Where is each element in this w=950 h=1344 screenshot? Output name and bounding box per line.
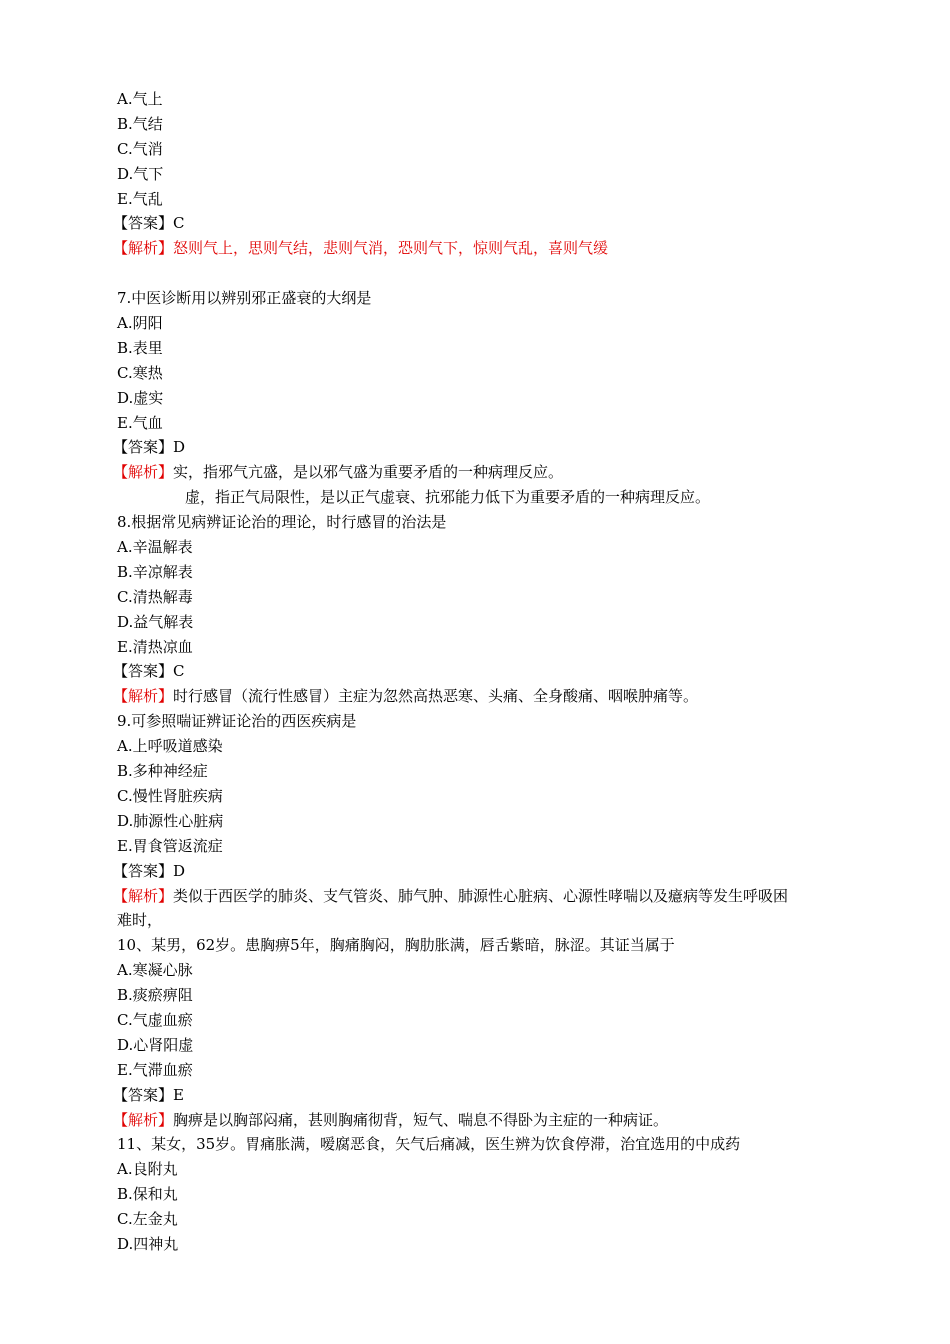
analysis-text: 胸痹是以胸部闷痛，甚则胸痛彻背，短气、喘息不得卧为主症的一种病证。 — [173, 1110, 669, 1129]
option-d: D.益气解表 — [117, 612, 194, 631]
analysis-label: 【解析】 — [113, 687, 174, 706]
answer-line — [113, 1083, 887, 1108]
answer-value: D — [173, 438, 186, 457]
option-c: C.气虚血瘀 — [117, 1010, 193, 1029]
analysis-line — [113, 236, 887, 261]
option-e: E.清热凉血 — [117, 637, 193, 656]
analysis-label: 【解析】 — [113, 463, 174, 482]
answer-label: 【答案】 — [113, 438, 174, 457]
answer-value: D — [173, 861, 186, 880]
option-d: D.气下 — [117, 164, 164, 183]
analysis-label: 【解析】 — [113, 239, 174, 258]
analysis-label: 【解析】 — [113, 1110, 174, 1129]
question-stem: 11、某女，35岁。胃痛胀满，嗳腐恶食，矢气后痛减，医生辨为饮食停滞，治宜选用的中成药 — [117, 1135, 741, 1154]
blank-line — [117, 261, 887, 286]
question-stem: 8.根据常见病辨证论治的理论，时行感冒的治法是 — [117, 513, 447, 532]
analysis-line — [113, 884, 887, 909]
answer-line — [113, 859, 887, 884]
option-a: A.良附丸 — [117, 1160, 178, 1179]
analysis-text: 时行感冒（流行性感冒）主症为忽然高热恶寒、头痛、全身酸痛、咽喉肿痛等。 — [173, 687, 699, 706]
option-d: D.心肾阳虚 — [117, 1035, 194, 1054]
option-c: C.左金丸 — [117, 1210, 178, 1229]
option-d: D.四神丸 — [117, 1234, 179, 1253]
option-b: B.表里 — [117, 338, 163, 357]
answer-label: 【答案】 — [113, 214, 174, 233]
option-b: B.辛凉解表 — [117, 562, 193, 581]
option-b: B.多种神经症 — [117, 762, 208, 781]
document-page — [113, 87, 887, 1257]
answer-label: 【答案】 — [113, 662, 174, 681]
option-a: A.上呼吸道感染 — [117, 737, 223, 756]
answer-label: 【答案】 — [113, 1085, 174, 1104]
question-stem: 10、某男，62岁。患胸痹5年，胸痛胸闷，胸肋胀满，唇舌紫暗，脉涩。其证当属于 — [117, 936, 675, 955]
answer-line — [113, 659, 887, 684]
answer-value: C — [173, 214, 185, 233]
analysis-text: 实，指邪气亢盛，是以邪气盛为重要矛盾的一种病理反应。 — [173, 463, 564, 482]
analysis-label: 【解析】 — [113, 886, 174, 905]
option-c: C.气消 — [117, 139, 163, 158]
option-b: B.保和丸 — [117, 1185, 178, 1204]
option-e: E.气血 — [117, 413, 163, 432]
option-b: B.气结 — [117, 114, 163, 133]
option-a: A.寒凝心脉 — [117, 961, 193, 980]
analysis-line — [113, 684, 887, 709]
answer-label: 【答案】 — [113, 861, 174, 880]
option-c: C.寒热 — [117, 363, 163, 382]
question-stem: 9.可参照喘证辨证论治的西医疾病是 — [117, 712, 357, 731]
option-b: B.痰瘀痹阻 — [117, 986, 193, 1005]
analysis-line — [113, 460, 887, 485]
option-a: A.辛温解表 — [117, 538, 193, 557]
analysis-text-continued: 虚，指正气局限性，是以正气虚衰、抗邪能力低下为重要矛盾的一种病理反应。 — [185, 488, 711, 507]
analysis-text-continued: 难时， — [117, 911, 163, 930]
answer-value: E — [173, 1085, 184, 1104]
option-e: E.胃食管返流症 — [117, 836, 223, 855]
question-stem: 7.中医诊断用以辨别邪正盛衰的大纲是 — [117, 289, 372, 308]
answer-line — [113, 435, 887, 460]
option-a: A.阴阳 — [117, 314, 163, 333]
option-e: E.气滞血瘀 — [117, 1060, 193, 1079]
answer-line — [113, 211, 887, 236]
analysis-line — [113, 1108, 887, 1133]
answer-value: C — [173, 662, 185, 681]
option-d: D.虚实 — [117, 388, 164, 407]
analysis-text: 怒则气上，思则气结，悲则气消，恐则气下，惊则气乱，喜则气缓 — [173, 239, 609, 258]
analysis-text: 类似于西医学的肺炎、支气管炎、肺气肿、肺源性心脏病、心源性哮喘以及癔病等发生呼吸困 — [173, 886, 789, 905]
option-c: C.慢性肾脏疾病 — [117, 786, 223, 805]
option-a: A.气上 — [117, 90, 163, 108]
option-d: D.肺源性心脏病 — [117, 811, 224, 830]
option-e: E.气乱 — [117, 189, 163, 208]
option-c: C.清热解毒 — [117, 587, 193, 606]
